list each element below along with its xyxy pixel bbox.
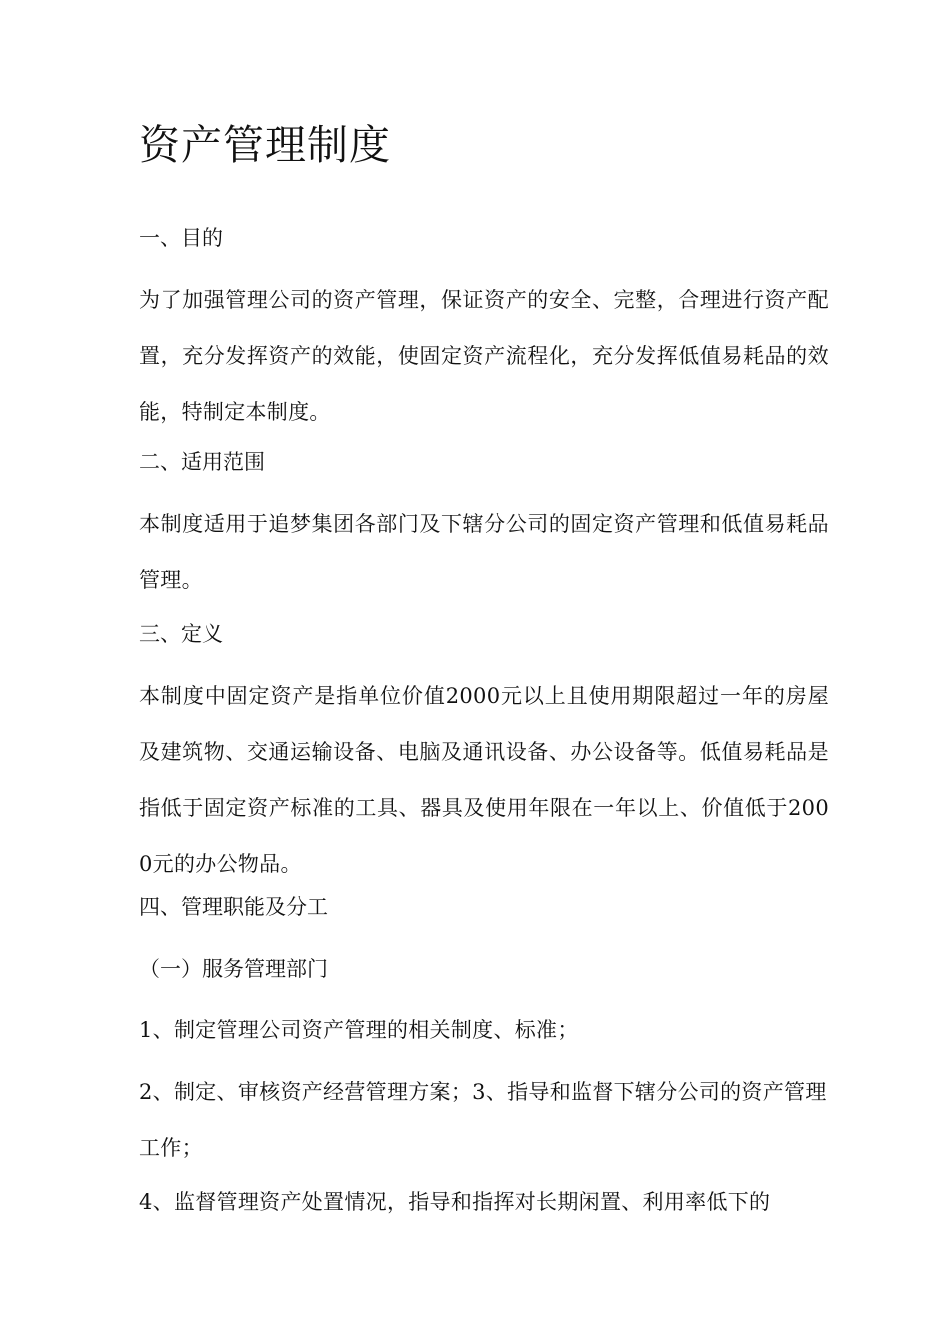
section-heading-definition: 三、定义 (139, 622, 223, 646)
section-heading-scope: 二、适用范围 (139, 450, 265, 474)
section-heading-purpose: 一、目的 (139, 226, 223, 250)
list-item: 1、制定管理公司资产管理的相关制度、标准； (139, 1018, 579, 1042)
list-item: 2、制定、审核资产经营管理方案；3、指导和监督下辖分公司的资产管理工作； (139, 1080, 827, 1160)
list-item: 4、监督管理资产处置情况，指导和指挥对长期闲置、利用率低下的 (139, 1190, 771, 1214)
section-heading-responsibilities: 四、管理职能及分工 (139, 895, 328, 919)
section-paragraph-scope: 本制度适用于追梦集团各部门及下辖分公司的固定资产管理和低值易耗品管理。 (139, 512, 829, 592)
document-page (139, 0, 829, 1344)
section-paragraph-purpose: 为了加强管理公司的资产管理，保证资产的安全、完整，合理进行资产配置，充分发挥资产的效能，使固定资产流程化，充分发挥低值易耗品的效能，特制定本制度。 (139, 288, 829, 424)
subsection-heading-service-dept: （一）服务管理部门 (139, 957, 328, 981)
section-paragraph-definition: 本制度中固定资产是指单位价值2000元以上且使用期限超过一年的房屋及建筑物、交通运输设备、电脑及通讯设备、办公设备等。低值易耗品是指低于固定资产标准的工具、器具及使用年限在一年以上、价值低于2000元的办公物品。 (139, 684, 829, 876)
document-title: 资产管理制度 (139, 121, 391, 169)
